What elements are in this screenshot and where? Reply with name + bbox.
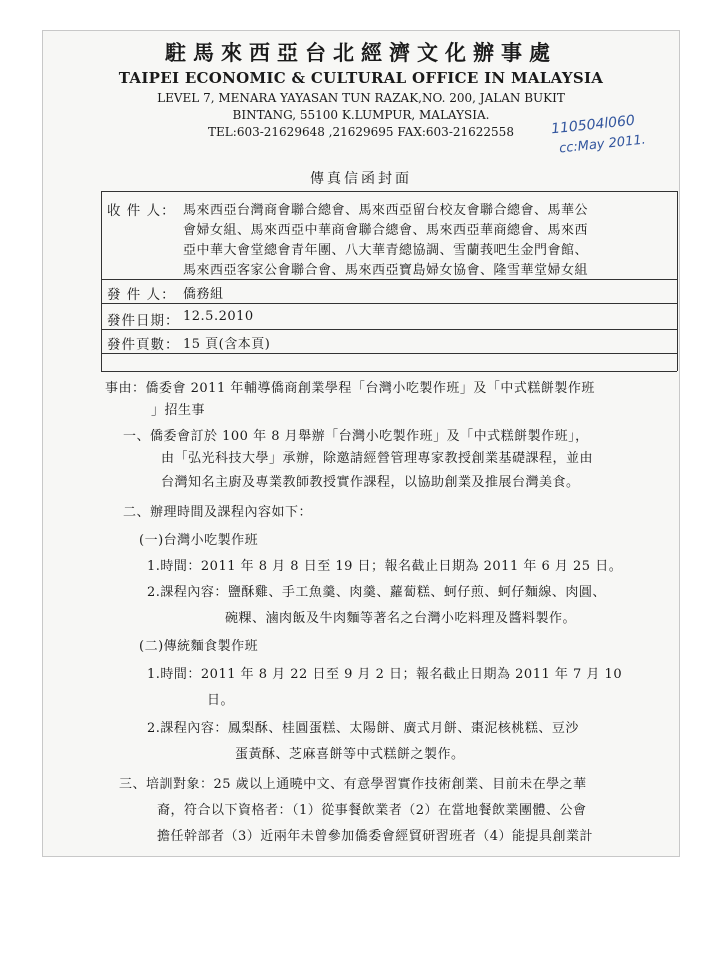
section-3-text: 擔任幹部者（3）近兩年未曾參加僑委會經貿研習班者（4）能提具創業計	[157, 829, 594, 844]
table-left-border	[101, 191, 102, 371]
class-2-time: 1.時間：2011 年 8 月 22 日至 9 月 2 日；報名截止日期為 2011 年 7 月 10	[147, 667, 623, 682]
subject-line: 」招生事	[151, 403, 206, 418]
recipient-label: 收 件 人：	[107, 203, 176, 219]
recipient-line: 馬來西亞台灣商會聯合總會、馬來西亞留台校友會聯合總會、馬華公	[183, 203, 589, 218]
section-3-text: 裔，符合以下資格者：（1）從事餐飲業者（2）在當地餐飲業團體、公會	[157, 803, 587, 818]
table-divider	[101, 329, 677, 330]
table-top-border	[101, 191, 677, 192]
recipient-line: 馬來西亞客家公會聯合會、馬來西亞寶島婦女協會、隆雪華堂婦女組	[183, 263, 589, 278]
section-2-heading: 二、辦理時間及課程內容如下：	[123, 505, 313, 520]
class-2-time: 日。	[207, 693, 235, 708]
send-date-label: 發件日期：	[107, 313, 180, 329]
handwritten-date: cc:May 2011.	[558, 132, 647, 157]
class-2-content: 蛋黃酥、芝麻喜餅等中式糕餅之製作。	[235, 747, 465, 762]
recipient-line: 亞中華大會堂總會青年團、八大華青總協調、雪蘭莪吧生金門會館、	[183, 243, 589, 258]
class-1-content: 2.課程內容：鹽酥雞、手工魚羹、肉羹、蘿蔔糕、蚵仔煎、蚵仔麵線、肉圓、	[147, 585, 606, 600]
contact-line: TEL:603-21629648 ,21629695 FAX:603-21622558	[208, 125, 514, 139]
table-right-border	[677, 191, 678, 371]
section-3-text: 三、培訓對象：25 歲以上通曉中文、有意學習實作技術創業、目前未在學之華	[119, 777, 587, 792]
class-1-time: 1.時間：2011 年 8 月 8 日至 19 日；報名截止日期為 2011 年 6 月 25 日。	[147, 559, 623, 574]
recipient-line: 會婦女組、馬來西亞中華商會聯合總會、馬來西亞華商總會、馬來西	[183, 223, 589, 238]
table-divider	[101, 303, 677, 304]
class-2-content: 2.課程內容：鳳梨酥、桂圓蛋糕、太陽餅、廣式月餅、棗泥核桃糕、豆沙	[147, 721, 579, 736]
sender-value: 僑務組	[183, 287, 224, 302]
section-1-text: 台灣知名主廚及專業教師教授實作課程，以協助創業及推展台灣美食。	[161, 475, 580, 490]
fax-document	[42, 30, 680, 857]
fax-cover-title: 傳真信函封面	[310, 171, 412, 187]
class-1-content: 碗粿、滷肉飯及牛肉麵等著名之台灣小吃料理及醬料製作。	[225, 611, 577, 626]
send-date-value: 12.5.2010	[183, 309, 254, 324]
address-line-1: LEVEL 7, MENARA YAYASAN TUN RAZAK,NO. 200, JALAN BUKIT	[157, 91, 565, 105]
table-divider	[101, 353, 677, 354]
class-1-title: (一)台灣小吃製作班	[139, 533, 259, 548]
page-count-label: 發件頁數：	[107, 337, 180, 353]
section-1-text: 由「弘光科技大學」承辦，除邀請經營管理專家教授創業基礎課程，並由	[161, 451, 594, 466]
class-2-title: (二)傳統麵食製作班	[139, 639, 259, 654]
office-title-chinese: 駐馬來西亞台北經濟文化辦事處	[165, 40, 557, 65]
handwritten-reference: 110504l060	[550, 112, 636, 138]
sender-label: 發 件 人：	[107, 287, 176, 303]
office-title-english: TAIPEI ECONOMIC & CULTURAL OFFICE IN MALAYSIA	[118, 69, 604, 87]
section-1-text: 一、僑委會訂於 100 年 8 月舉辦「台灣小吃製作班」及「中式糕餅製作班」，	[123, 429, 589, 444]
page-count-value: 15 頁(含本頁)	[183, 337, 271, 352]
address-line-2: BINTANG, 55100 K.LUMPUR, MALAYSIA.	[232, 108, 490, 122]
subject-line: 事由：僑委會 2011 年輔導僑商創業學程「台灣小吃製作班」及「中式糕餅製作班	[105, 381, 595, 396]
table-bottom-border	[101, 371, 677, 372]
table-divider	[101, 279, 677, 280]
